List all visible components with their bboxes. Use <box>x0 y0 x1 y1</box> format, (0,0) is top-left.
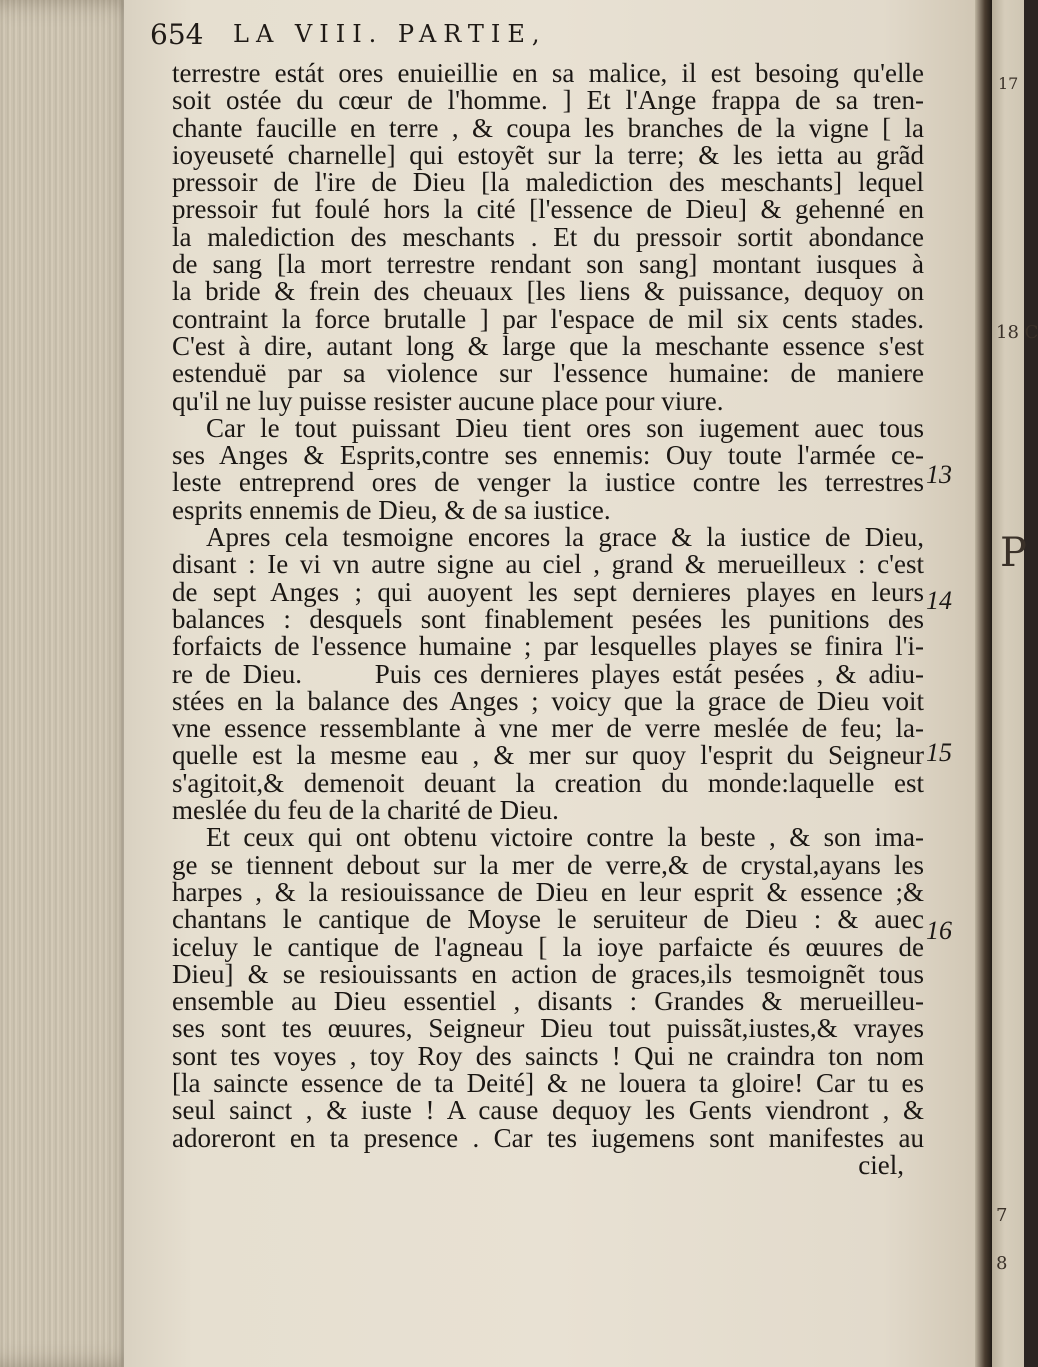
text-line: la bride & frein des cheuaux [les liens & puissance, dequoy on <box>172 276 924 307</box>
text-line: disant : Ie vi vn autre signe au ciel , grand & merueilleux : c'est <box>172 549 924 580</box>
text-line: soit ostée du cœur de l'homme. ] Et l'Ange frappa de sa tren- <box>172 85 924 116</box>
text-line: la malediction des meschants . Et du pressoir sortit abondance <box>172 221 924 252</box>
verse-number: 15 <box>926 738 952 767</box>
text-line: vne essence ressemblante à vne mer de verre meslée de feu; la- <box>172 713 924 744</box>
text-line: Et ceux qui ont obtenu victoire contre la beste , & son ima- <box>206 822 924 853</box>
text-line: ses Anges & Esprits,contre ses ennemis: Ouy toute l'armée ce- <box>172 440 924 471</box>
text-line: quelle est la mesme eau , & mer sur quoy l'esprit du Seigneur <box>172 740 924 771</box>
text-line: re de Dieu. Puis ces dernieres playes estát pesées , & adiu- <box>172 658 924 689</box>
text-line: sont tes voyes , toy Roy des saincts ! Qui ne craindra ton nom <box>172 1040 924 1071</box>
text-line: esprits ennemis de Dieu, & de sa iustice. <box>172 494 611 525</box>
text-line: balances : desquels sont finablement pesées les punitions des <box>172 603 924 634</box>
facing-fragment: 7 <box>996 1205 1008 1226</box>
text-line: de sept Anges ; qui auoyent les sept dernieres playes en leurs <box>172 576 924 607</box>
running-title: LA VIII. PARTIE, <box>233 20 547 48</box>
text-line: seul sainct , & iuste ! A cause dequoy les Gents viendront , & <box>172 1095 924 1126</box>
body-text <box>172 60 924 1179</box>
text-line: ses sont tes œuures, Seigneur Dieu tout puissãt,iustes,& vrayes <box>172 1013 924 1044</box>
text-line: iceluy le cantique de l'agneau [ la ioye parfaicte és œuures de <box>172 931 924 962</box>
text-line: ioyeuseté charnelle] qui estoyẽt sur la terre; & les ietta au grãd <box>172 139 924 170</box>
text-line: adoreront en ta presence . Car tes iugemens sont manifestes au <box>172 1122 924 1153</box>
text-line: terrestre estát ores enuieillie en sa malice, il est besoing qu'elle <box>172 58 924 88</box>
verse-number: 13 <box>926 460 952 489</box>
binding-gutter <box>975 0 993 1367</box>
verse-number: 14 <box>926 586 952 615</box>
text-line: pressoir fut foulé hors la cité [l'essence de Dieu] & gehenné en <box>172 194 924 225</box>
text-line: stées en la balance des Anges ; voicy que la grace de Dieu voit <box>172 685 924 716</box>
text-line: Car le tout puissant Dieu tient ores son iugement auec tous <box>206 412 924 443</box>
text-line: de sang [la mort terrestre rendant son sang] montant iusques à <box>172 249 924 280</box>
text-line: estenduë par sa violence sur l'essence humaine: de maniere <box>172 358 924 389</box>
text-line: Dieu] & se resiouissants en action de graces,ils tesmoignẽt tous <box>172 958 924 989</box>
text-line: contraint la force brutalle ] par l'espace de mil six cents stades. <box>172 303 924 334</box>
text-line: meslée du feu de la charité de Dieu. <box>172 795 559 826</box>
text-line: pressoir de l'ire de Dieu [la malediction des meschants] lequel <box>172 167 924 198</box>
text-line: chantans le cantique de Moyse le seruiteur de Dieu : & auec <box>172 904 924 935</box>
facing-page-edge <box>992 0 1038 1367</box>
text-line: qu'il ne luy puisse resister aucune place pour viure. <box>172 385 724 416</box>
facing-fragment: 8 <box>996 1253 1008 1274</box>
facing-fragment: 18 C <box>996 322 1038 343</box>
text-line: ge se tiennent debout sur la mer de verre,& de crystal,ayans les <box>172 849 924 880</box>
text-line: C'est à dire, autant long & large que la meschante essence s'est <box>172 330 924 361</box>
text-line: [la saincte essence de ta Deité] & ne louera ta gloire! Car tu es <box>172 1067 924 1098</box>
text-line: harpes , & la resiouissance de Dieu en leur esprit & essence ;& <box>172 876 924 907</box>
facing-fragment: P <box>1000 530 1027 576</box>
text-line: ensemble au Dieu essentiel , disants : Grandes & merueilleu- <box>172 986 924 1017</box>
text-line: forfaicts de l'essence humaine ; par lesquelles playes se finira l'i- <box>172 631 924 662</box>
text-line: chante faucille en terre , & coupa les branches de la vigne [ la <box>172 112 924 143</box>
facing-fragment: 17 <box>998 74 1019 93</box>
text-line: s'agitoit,& demenoit deuant la creation du monde:laquelle est <box>172 767 924 798</box>
text-line: Apres cela tesmoigne encores la grace & la iustice de Dieu, <box>206 522 924 553</box>
verse-number: 16 <box>926 916 952 945</box>
text-line: ciel, <box>858 1149 904 1180</box>
text-line: leste entreprend ores de venger la iustice contre les terrestres <box>172 467 924 498</box>
page-number: 654 <box>150 18 204 51</box>
